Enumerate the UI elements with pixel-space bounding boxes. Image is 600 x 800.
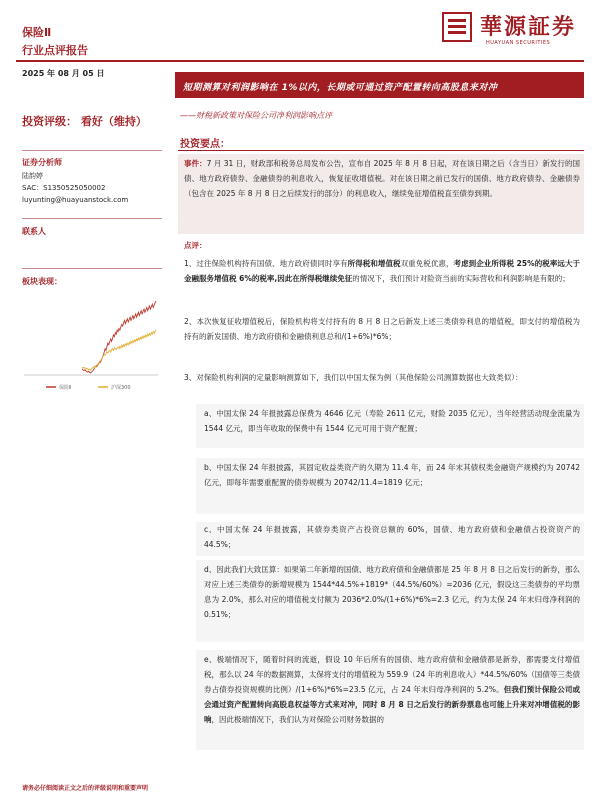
series-line-1 [82,330,156,370]
report-type: 行业点评报告 [22,44,88,57]
brand-name: 華源証券 [480,14,577,40]
event-paragraph [184,156,580,201]
header-divider [16,60,584,62]
legend-label: 保险Ⅱ [59,385,72,391]
point-2: 2、本次恢复征收增值税后，保险机构将支付持有的 8 月 8 日之后新发上述三类债券利息的增值税，即支付的增值税为持有的新发国债、地方政府债和金融债利息总和/(1+6%)*6%； [184,317,580,341]
point-1: 1、过往保险机构持有国债、地方政府债同时享有所得税和增值税双重免税优惠，考虑到企业所得税 25%的税率远大于金融服务增值税 6%的税率,因此在所得税继续免征的情况下，我们预计对险资当前的实际营收和利润影响是有限的； [184,259,581,283]
sidebar-divider [22,150,162,151]
comment-heading: 点评： [184,241,207,250]
legend-label: 沪深300 [111,385,131,391]
point-3: 3、对保险机构利润的定量影响测算如下，我们以中国太保为例（其他保险公司测算数据也大致类似）： [184,373,523,382]
analyst-email[interactable]: luyunting@huayuanstock.com [22,196,129,204]
event-label: 事件： [184,159,207,168]
sidebar-divider [22,218,162,219]
brand-name-en: HUAYUAN SECURITIES [486,40,551,46]
report-title: 短期测算对利润影响在 1%以内，长期或可通过资产配置转向高股息来对冲 [183,83,498,93]
point-3c: c、中国太保 24 年报披露，其债券类资产占投资总额的 60%，国债、地方政府债和金融债占投资资产的 44.5%； [204,525,580,549]
investment-rating: 投资评级： 看好（维持） [22,115,147,128]
sidebar-divider [22,268,162,269]
brand-logo-icon [442,12,472,42]
analyst-heading: 证券分析师 [22,158,62,167]
contact-heading: 联系人 [22,227,46,236]
keypoints-divider [178,150,584,151]
analyst-name: 陆韵婷 [22,172,43,180]
point-3b: b、中国太保 24 年报披露，其固定收益类资产的久期为 11.4 年，而 24 年末其债权类金融资产规模约为 20742 亿元，即每年需要重配置的债券规模为 20742/11.4=1819 亿元； [204,463,580,487]
footer-disclaimer: 请务必仔细阅读正文之后的评级说明和重要声明 [22,785,149,792]
report-date: 2025 年 08 月 05 日 [22,69,105,78]
point-3d: d、因此我们大致匡算：如果第二年新增的国债、地方政府债和金融债都是 25 年 8 月 8 日之后发行的新券，那么对应上述三类债券的新增规模为 1544*44.5%+1819*（44.5%/60%）=2036 亿元，假设这三类债券的平均票息为 2.0%，那么对应的增值税支付额为 2036*2.0%/(1+6%)*6%=2.3 亿元，约为太保 24 年末归母净利润的 0.51%； [204,565,580,619]
chart-heading: 板块表现： [22,277,62,286]
report-subtitle: ——财税新政策对保险公司净利润影响点评 [180,111,332,120]
event-text: 7 月 31 日，财政部和税务总局发布公告，宣布自 2025 年 8 月 8 日起，对在该日期之后（含当日）新发行的国债、地方政府债券、金融债券的利息收入，恢复征收增值税。对在该日期之前已发行的国债、地方政府债券、金融债券（包含在 2025 年 8 月 8 日之后续发行的部分）的利息收入，继续免征增值税直至债券到期。 [184,159,580,198]
keypoints-heading: 投资要点： [180,139,230,150]
analyst-sac: SAC：S1350525050002 [22,184,106,192]
sector-performance-chart [22,297,162,417]
point-3e: e、极端情况下，随着时间的流逝，假设 10 年后所有的国债、地方政府债和金融债都是新券，都需要支付增值税，那么以 24 年的数据测算，太保将支付的增值税为 559.9（24 年的利息收入）*44.5%/60%（国债等三类债券占债券投资规模的比例）/(1+6%)*6%=23.5 亿元，占 24 年末归母净利润的 5.2%。但我们预计保险公司或会通过资产配置转向高股息权益等方式来对冲，同时 8 月 8 日之后发行的新券票息也可能上升来对冲增值税的影响，因此极端情况下，我们认为对保险公司财务数据的 [204,655,580,724]
point-3a: a、中国太保 24 年报披露总保费为 4646 亿元（寿险 2611 亿元，财险 2035 亿元），当年经营活动现金流量为 1544 亿元，即当年收取的保费中有 1544 亿元可用于资产配置； [204,409,580,433]
industry-category: 保险Ⅱ [22,26,52,39]
